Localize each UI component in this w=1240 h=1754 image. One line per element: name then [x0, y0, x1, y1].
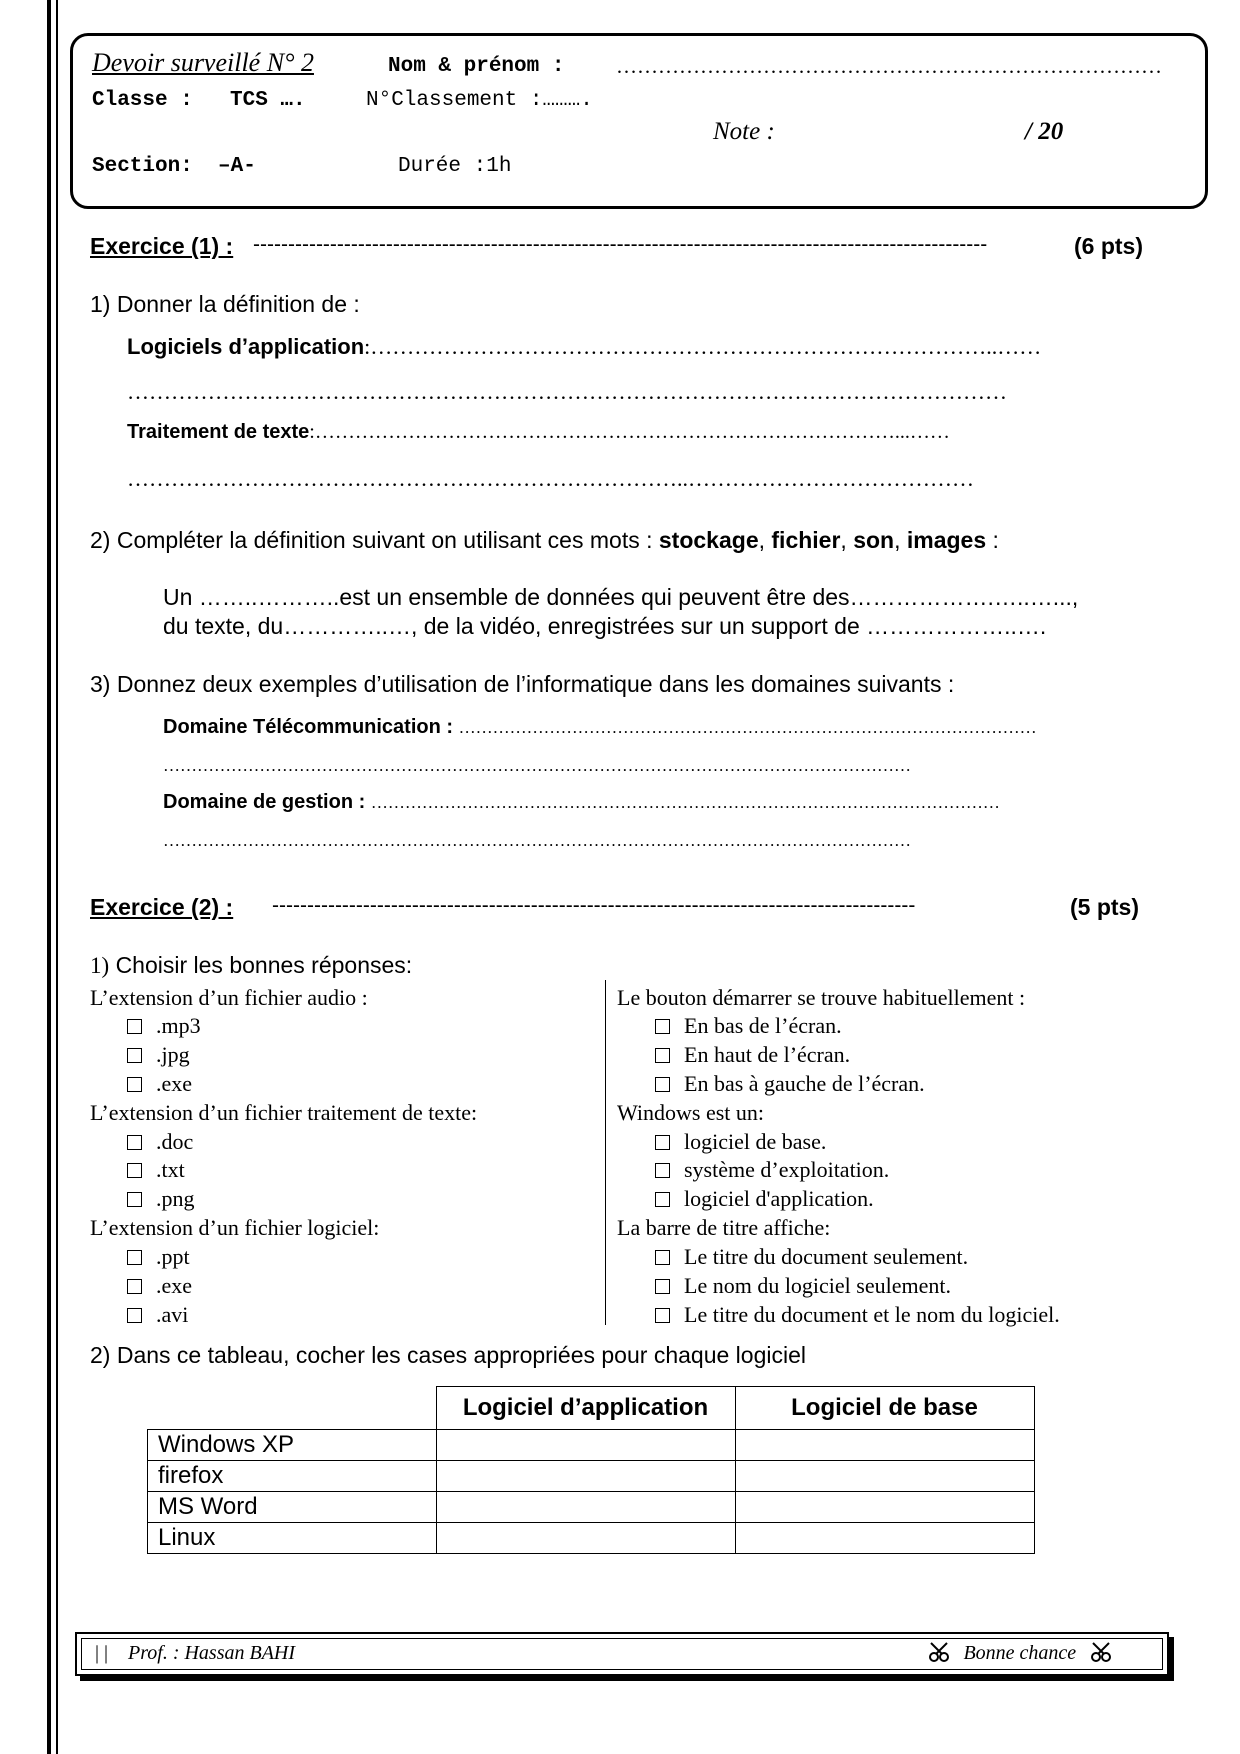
mcq-option[interactable]: Le titre du document et le nom du logiciel. [655, 1302, 1060, 1328]
q2-end: : [992, 527, 999, 553]
checkbox[interactable] [127, 1019, 142, 1034]
ex2-question2: 2) Dans ce tableau, cocher les cases appropriées pour chaque logiciel [90, 1342, 806, 1368]
mcq-option[interactable]: En bas à gauche de l’écran. [655, 1071, 925, 1097]
column-separator [605, 980, 606, 1325]
mcq-right-group2-title: Windows est un: [617, 1100, 764, 1125]
q1-number: 1) [90, 953, 110, 978]
mcq-option[interactable]: Le nom du logiciel seulement. [655, 1273, 951, 1299]
term-application-software: Logiciels d’application [127, 334, 365, 359]
mcq-option[interactable]: .png [127, 1186, 195, 1212]
checkbox[interactable] [127, 1077, 142, 1092]
scissors-icon [927, 1640, 951, 1664]
checkbox[interactable] [655, 1192, 670, 1207]
definition-line-2 [127, 421, 950, 444]
checkbox[interactable] [127, 1192, 142, 1207]
mcq-option[interactable]: En bas de l’écran. [655, 1013, 842, 1039]
domain-management-label: Domaine de gestion : [163, 791, 366, 813]
exercise2-dashes: -------------------------------------------------------------------------------------------- [272, 894, 916, 917]
domain-telecom-label: Domaine Télécommunication : [163, 716, 454, 738]
check-cell[interactable] [735, 1461, 1034, 1492]
mcq-right-group3-title: La barre de titre affiche: [617, 1215, 831, 1240]
mcq-option[interactable]: En haut de l’écran. [655, 1042, 850, 1068]
table-row [148, 1492, 1035, 1523]
check-cell[interactable] [735, 1492, 1034, 1523]
word-images: images [906, 527, 987, 553]
mcq-option[interactable]: .mp3 [127, 1013, 201, 1039]
term-word-processing: Traitement de texte [127, 421, 310, 443]
table-row [148, 1430, 1035, 1461]
checkbox[interactable] [127, 1135, 142, 1150]
domain-management-line [163, 791, 1000, 814]
check-cell[interactable] [735, 1523, 1034, 1554]
check-cell[interactable] [436, 1492, 735, 1523]
ex1-question3: 3) Donnez deux exemples d’utilisation de l’informatique dans les domaines suivants : [90, 671, 955, 697]
header-application-software: Logiciel d’application [436, 1387, 735, 1430]
table-row [148, 1461, 1035, 1492]
checkbox[interactable] [655, 1279, 670, 1294]
checkbox[interactable] [655, 1077, 670, 1092]
answer-line[interactable]: ………………………………………………………………………………………………………… [127, 379, 1007, 404]
domain-telecom-line [163, 716, 1037, 739]
ex2-question1 [90, 952, 412, 979]
check-cell[interactable] [436, 1523, 735, 1554]
software-table [147, 1386, 1035, 1554]
exam-title: Devoir surveillé N° 2 [92, 48, 314, 77]
checkbox[interactable] [127, 1308, 142, 1323]
mcq-option[interactable]: .txt [127, 1157, 185, 1183]
footer-bars: | | [95, 1642, 109, 1664]
checkbox[interactable] [127, 1279, 142, 1294]
table-row [148, 1523, 1035, 1554]
header-system-software: Logiciel de base [735, 1387, 1034, 1430]
mcq-left-group1-title: L’extension d’un fichier audio : [90, 985, 368, 1010]
q1-text: Choisir les bonnes réponses: [115, 952, 413, 978]
exercise2-title: Exercice (2) : [90, 894, 234, 920]
q2-prefix: 2) Compléter la définition suivant on utilisant ces mots : [90, 527, 653, 553]
word-stockage: stockage [658, 527, 759, 553]
exercise1-points: (6 pts) [1074, 233, 1143, 259]
section-label: Section: [92, 155, 193, 178]
mcq-option[interactable]: .exe [127, 1273, 192, 1299]
checkbox[interactable] [127, 1048, 142, 1063]
definition-fill-line2[interactable]: du texte, du…………..…, de la vidéo, enregistrées sur un support de ………………..…. [163, 613, 1047, 639]
mcq-option[interactable]: .avi [127, 1302, 188, 1328]
scissors-icon [1089, 1640, 1113, 1664]
footer-professor: Prof. : Hassan BAHI [128, 1642, 296, 1664]
answer-dots[interactable]: :…………………………………………………………………………..…… [364, 334, 1042, 359]
word-fichier: fichier [771, 527, 841, 553]
table-header-row [148, 1387, 1035, 1430]
answer-dots[interactable]: ………………………………………………………………………………………… [458, 718, 1037, 737]
ex1-question1: 1) Donner la définition de : [90, 291, 360, 317]
mcq-option[interactable]: logiciel d'application. [655, 1186, 874, 1212]
note-total: / 20 [1025, 118, 1064, 145]
check-cell[interactable] [735, 1430, 1034, 1461]
margin-line-inner [56, 0, 58, 1754]
mcq-option[interactable]: Le titre du document seulement. [655, 1244, 968, 1270]
mcq-left-group2-title: L’extension d’un fichier traitement de texte: [90, 1100, 478, 1125]
answer-line[interactable]: …………………………………………………………………………………………………………………… [163, 756, 911, 775]
answer-line[interactable]: …………………………………………………………………..………………………………… [127, 466, 974, 491]
checkbox[interactable] [655, 1048, 670, 1063]
checkbox[interactable] [655, 1019, 670, 1034]
checkbox[interactable] [655, 1308, 670, 1323]
mcq-option[interactable]: système d’exploitation. [655, 1157, 889, 1183]
check-cell[interactable] [436, 1430, 735, 1461]
class-label: Classe : [92, 89, 193, 112]
checkbox[interactable] [655, 1163, 670, 1178]
checkbox[interactable] [655, 1135, 670, 1150]
name-field[interactable]: …………………………………………………………………… [616, 54, 1162, 78]
mcq-option[interactable]: .exe [127, 1071, 192, 1097]
ranking-field[interactable]: N°Classement :………. [366, 89, 593, 112]
section-value: –A- [218, 155, 256, 178]
checkbox[interactable] [655, 1250, 670, 1265]
definition-fill-line1[interactable]: Un ……..………..est un ensemble de données qui peuvent être des……………….…..…..., [163, 584, 1079, 610]
checkbox[interactable] [127, 1163, 142, 1178]
software-name: Linux [148, 1523, 437, 1554]
checkbox[interactable] [127, 1250, 142, 1265]
exercise1-dashes: --------------------------------------------------------------------------------------------------------- [253, 233, 988, 256]
definition-line-1 [127, 334, 1041, 360]
mcq-option[interactable]: logiciel de base. [655, 1129, 826, 1155]
exercise2-points: (5 pts) [1070, 894, 1139, 920]
ex1-question2: 2) Compléter la définition suivant on utilisant ces mots : stockage, fichier, son, images : [90, 527, 999, 553]
software-name: firefox [148, 1461, 437, 1492]
mcq-left-group3-title: L’extension d’un fichier logiciel: [90, 1215, 380, 1240]
margin-line [47, 0, 51, 1754]
note-label: Note : [713, 118, 775, 145]
software-name: MS Word [148, 1492, 437, 1523]
answer-dots[interactable]: ………………………………………………………………………………………………… [370, 793, 1000, 812]
answer-dots[interactable]: :……………………………………………………………………………...…… [309, 421, 950, 443]
footer-luck [927, 1640, 1113, 1665]
name-label: Nom & prénom : [388, 55, 565, 78]
mcq-right-group1-title: Le bouton démarrer se trouve habituellement : [617, 985, 1026, 1010]
answer-line[interactable]: …………………………………………………………………………………………………………………… [163, 831, 911, 850]
mcq-option[interactable]: .ppt [127, 1244, 190, 1270]
software-name: Windows XP [148, 1430, 437, 1461]
exercise1-title: Exercice (1) : [90, 233, 234, 259]
mcq-option[interactable]: .doc [127, 1129, 193, 1155]
footer-luck-text: Bonne chance [963, 1642, 1077, 1664]
check-cell[interactable] [436, 1461, 735, 1492]
duration: Durée :1h [398, 155, 512, 178]
table-corner [148, 1387, 437, 1430]
word-son: son [853, 527, 895, 553]
class-value: TCS …. [230, 89, 306, 112]
mcq-option[interactable]: .jpg [127, 1042, 190, 1068]
